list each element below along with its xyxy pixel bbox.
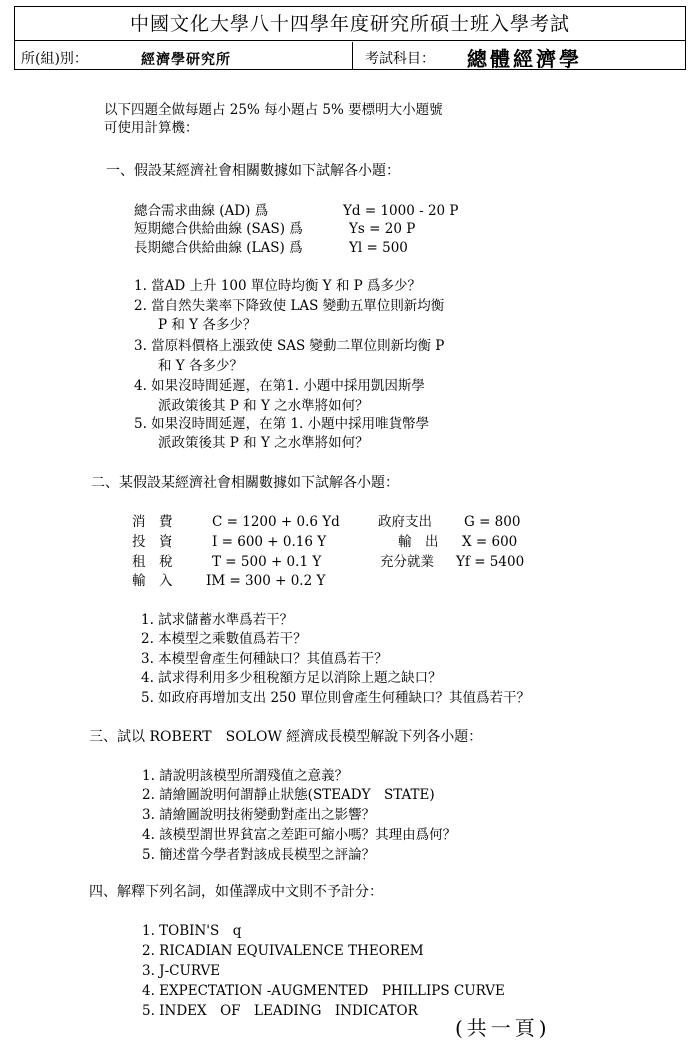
q2-item: 4. 試求得利用多少租稅額方足以消除上題之缺口？ <box>141 670 442 686</box>
q3-item: 3. 請繪圖說明技術變動對產出之影響？ <box>142 807 376 823</box>
q1-item: 2. 當自然失業率下降致使 LAS 變動五單位則新均衡 <box>134 298 445 314</box>
q1-item-continued: P 和 Y 各多少？ <box>158 317 257 333</box>
q4-item: 3. J-CURVE <box>142 963 221 979</box>
q2-data-label: 租 稅 <box>132 554 173 570</box>
q2-data-label: 輸 入 <box>132 573 173 589</box>
q4-item: 4. EXPECTATION -AUGMENTED PHILLIPS CURVE <box>142 983 505 999</box>
q2-data-equation: C = 1200 + 0.6 Yd <box>212 514 340 530</box>
q1-equation: Ys = 20 P <box>349 221 416 237</box>
page-count-note: (共一頁) <box>455 1016 551 1040</box>
question-3-title: 三、試以 ROBERT SOLOW 經濟成長模型解說下列各小題： <box>89 729 483 745</box>
q2-data-label: 輸 出 <box>398 534 439 550</box>
q2-data-equation: IM = 300 + 0.2 Y <box>206 573 326 589</box>
q3-item: 2. 請繪圖說明何謂靜止狀態(STEADY STATE) <box>142 787 435 803</box>
q1-item-continued: 和 Y 各多少？ <box>158 358 243 374</box>
q1-equation-label: 短期總合供給曲線 (SAS) 爲 <box>134 221 303 237</box>
department-value: 經濟學研究所 <box>141 52 231 68</box>
q1-equation-label: 長期總合供給曲線 (LAS) 爲 <box>134 240 303 256</box>
q1-item: 3. 當原料價格上漲致使 SAS 變動二單位則新均衡 P <box>134 338 445 354</box>
q1-equation: Yl = 500 <box>349 240 408 256</box>
header-divider <box>352 42 353 70</box>
q2-data-equation: G = 800 <box>464 514 521 530</box>
q2-data-equation: I = 600 + 0.16 Y <box>212 534 327 550</box>
instruction-line: 可使用計算機： <box>104 120 199 136</box>
q1-equation: Yd = 1000 - 20 P <box>343 203 459 219</box>
q1-item: 4. 如果沒時間延遲，在第1. 小題中採用凱因斯學 <box>134 378 425 394</box>
q2-data-equation: T = 500 + 0.1 Y <box>212 554 322 570</box>
instruction-line: 以下四題全做每題占 25% 每小題占 5% 要標明大小題號 <box>104 102 443 118</box>
subject-value: 總體經濟學 <box>467 47 582 71</box>
q2-data-label: 投 資 <box>132 534 173 550</box>
q2-data-label: 充分就業 <box>380 554 434 570</box>
exam-header <box>14 6 686 70</box>
q3-item: 5. 簡述當今學者對該成長模型之評論？ <box>142 847 376 863</box>
q1-equation-label: 總合需求曲線 (AD) 爲 <box>134 203 269 219</box>
q2-data-equation: Yf = 5400 <box>456 554 525 570</box>
q3-item: 4. 該模型謂世界貧富之差距可縮小嗎？其理由爲何？ <box>142 827 457 843</box>
q1-item: 5. 如果沒時間延遲，在第 1. 小題中採用唯貨幣學 <box>134 416 430 432</box>
q2-data-label: 政府支出 <box>378 514 432 530</box>
q4-item: 5. INDEX OF LEADING INDICATOR <box>142 1003 418 1019</box>
q2-item: 3. 本模型會產生何種缺口？其值爲若干？ <box>141 651 388 667</box>
q3-item: 1. 請說明該模型所謂殘值之意義？ <box>142 768 349 784</box>
exam-subheader <box>15 42 685 70</box>
q2-item: 5. 如政府再增加支出 250 單位則會產生何種缺口？其值爲若干？ <box>141 690 531 706</box>
exam-title: 中國文化大學八十四學年度研究所碩士班入學考試 <box>15 7 685 41</box>
q2-data-label: 消 費 <box>132 514 173 530</box>
q1-item: 1. 當AD 上升 100 單位時均衡 Y 和 P 爲多少？ <box>134 278 422 294</box>
q4-item: 2. RICADIAN EQUIVALENCE THEOREM <box>142 943 424 959</box>
q2-data-equation: X = 600 <box>462 534 518 550</box>
department-label: 所(組)別： <box>21 51 88 67</box>
question-2-title: 二、某假設某經濟社會相關數據如下試解各小題： <box>91 475 399 491</box>
question-4-title: 四、解釋下列名詞，如僅譯成中文則不予計分： <box>89 884 383 900</box>
q4-item: 1. TOBIN'S q <box>142 923 242 939</box>
q2-item: 1. 試求儲蓄水準爲若干？ <box>141 612 294 628</box>
q1-item-continued: 派政策後其 P 和 Y 之水準將如何？ <box>158 435 369 451</box>
q1-item-continued: 派政策後其 P 和 Y 之水準將如何？ <box>158 398 369 414</box>
q2-item: 2. 本模型之乘數值爲若干？ <box>141 631 307 647</box>
subject-label: 考試科目： <box>365 51 435 67</box>
question-1-title: 一、假設某經濟社會相關數據如下試解各小題： <box>106 163 400 179</box>
